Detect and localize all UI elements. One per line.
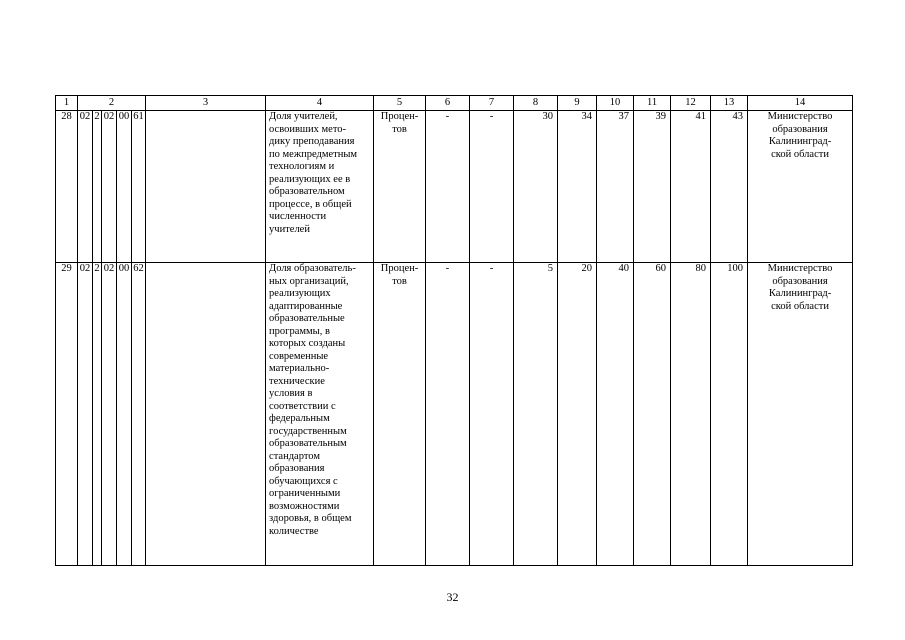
indicator-line: дику преподавания [269, 136, 355, 147]
value-cell-12: 80 [671, 263, 711, 566]
responsible-line: Министерство [767, 111, 833, 122]
page-number: 32 [446, 590, 459, 604]
column-3-cell [146, 263, 266, 566]
code-part: 2 [93, 111, 102, 263]
value-cell-10: 40 [597, 263, 634, 566]
code-part: 2 [93, 263, 102, 566]
indicator-line: технологиям и [269, 161, 335, 172]
header-cell: 2 [78, 96, 146, 111]
value-cell-10: 37 [597, 111, 634, 263]
indicator-line: образования [269, 463, 325, 474]
indicator-line: условия в [269, 388, 313, 399]
value-cell-12: 41 [671, 111, 711, 263]
table-row [56, 111, 853, 263]
responsible-cell [748, 111, 853, 263]
indicator-line: адаптированные [269, 300, 343, 312]
indicator-line: государственным [269, 425, 347, 437]
code-part: 02 [102, 111, 117, 263]
unit-line: Процен- [380, 111, 419, 122]
table-row [56, 263, 853, 566]
indicator-cell [266, 263, 374, 566]
responsible-line: Калининград- [768, 288, 832, 299]
value-cell-8: 5 [514, 263, 558, 566]
indicator-line: обучающихся с [269, 475, 338, 487]
responsible-line: ской области [771, 300, 829, 312]
value-cell-8: 30 [514, 111, 558, 263]
unit-line: Процен- [380, 263, 419, 274]
value-cell-11: 60 [634, 263, 671, 566]
value-cell-7: - [470, 263, 514, 566]
indicator-line: Доля учителей, [269, 111, 338, 122]
indicator-table [55, 95, 853, 566]
indicator-line: Доля образователь- [269, 263, 356, 274]
value-cell-9: 34 [558, 111, 597, 263]
header-cell: 12 [671, 96, 711, 111]
indicator-line: которых созданы [269, 338, 346, 349]
value-cell-6: - [426, 111, 470, 263]
value-cell-13: 43 [711, 111, 748, 263]
indicator-line: соответствии с [269, 400, 336, 412]
table-header-row [56, 96, 853, 111]
indicator-line: численности [269, 211, 327, 222]
indicator-line: освоивших мето- [269, 123, 347, 135]
indicator-line: образовательные [269, 313, 345, 324]
indicator-line: реализующих ее в [269, 173, 351, 185]
indicator-line: программы, в [269, 325, 330, 337]
indicator-line: технические [269, 375, 325, 387]
indicator-line: современные [269, 350, 329, 362]
header-cell: 11 [634, 96, 671, 111]
value-cell-6: - [426, 263, 470, 566]
header-cell: 9 [558, 96, 597, 111]
indicator-line: образовательным [269, 438, 347, 449]
code-part: 02 [102, 263, 117, 566]
value-cell-13: 100 [711, 263, 748, 566]
indicator-line: по межпредметным [269, 148, 358, 160]
row-number: 28 [56, 111, 78, 263]
indicator-line: федеральным [269, 413, 330, 424]
indicator-line: количестве [269, 525, 319, 537]
indicator-cell [266, 111, 374, 263]
unit-line: тов [392, 123, 407, 135]
unit-cell [374, 263, 426, 566]
header-cell: 8 [514, 96, 558, 111]
responsible-cell [748, 263, 853, 566]
code-part: 02 [78, 111, 93, 263]
code-part: 00 [117, 111, 132, 263]
indicator-line: ограниченными [269, 488, 341, 499]
code-part: 61 [132, 111, 146, 263]
unit-line: тов [392, 275, 407, 287]
value-cell-9: 20 [558, 263, 597, 566]
unit-cell [374, 111, 426, 263]
indicator-line: ных организаций, [269, 275, 349, 287]
responsible-line: ской области [771, 148, 829, 160]
header-cell: 5 [374, 96, 426, 111]
row-number: 29 [56, 263, 78, 566]
indicator-line: образовательном [269, 186, 345, 197]
indicator-line: материально- [269, 363, 330, 374]
header-cell: 14 [748, 96, 853, 111]
indicator-line: учителей [269, 223, 310, 235]
header-cell: 1 [56, 96, 78, 111]
code-part: 62 [132, 263, 146, 566]
indicator-line: стандартом [269, 450, 320, 462]
header-cell: 10 [597, 96, 634, 111]
header-cell: 4 [266, 96, 374, 111]
indicator-line: здоровья, в общем [269, 513, 352, 524]
indicator-line: процессе, в общей [269, 198, 352, 210]
indicator-line: возможностями [269, 500, 340, 512]
value-cell-11: 39 [634, 111, 671, 263]
code-part: 00 [117, 263, 132, 566]
header-cell: 6 [426, 96, 470, 111]
value-cell-7: - [470, 111, 514, 263]
code-part: 02 [78, 263, 93, 566]
indicator-line: реализующих [269, 288, 331, 299]
header-cell: 13 [711, 96, 748, 111]
responsible-line: Калининград- [768, 136, 832, 147]
header-cell: 7 [470, 96, 514, 111]
responsible-line: Министерство [767, 263, 833, 274]
responsible-line: образования [772, 123, 828, 135]
column-3-cell [146, 111, 266, 263]
responsible-line: образования [772, 275, 828, 287]
header-cell: 3 [146, 96, 266, 111]
